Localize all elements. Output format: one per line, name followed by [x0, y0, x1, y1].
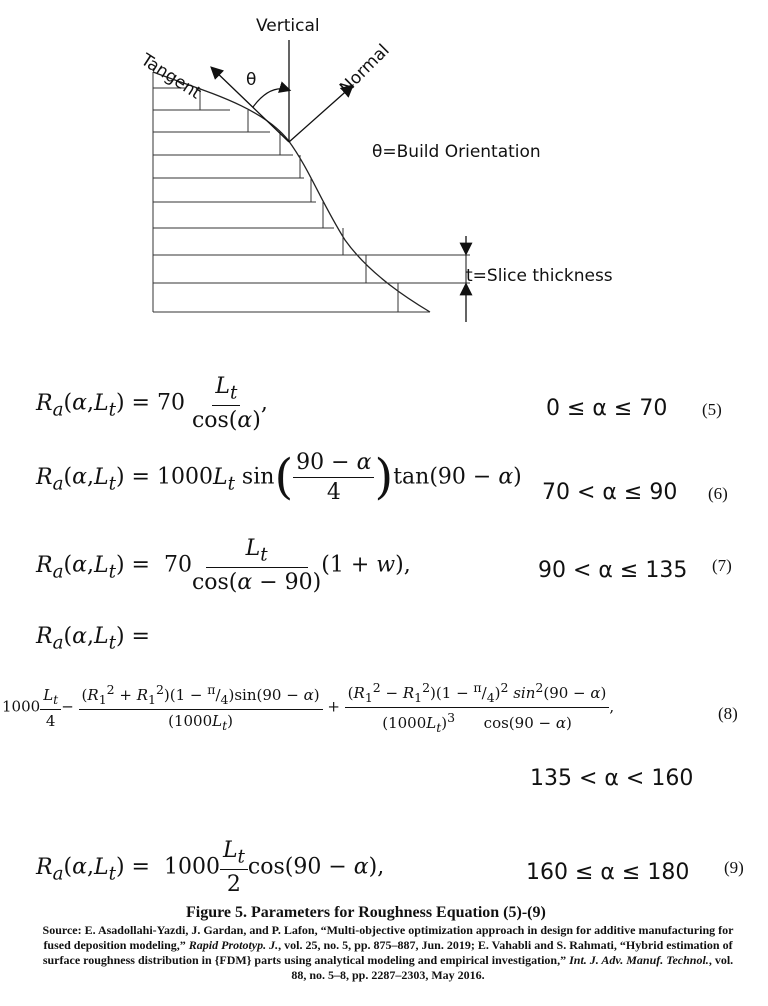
- journal-1: Rapid Prototyp. J.: [188, 938, 279, 952]
- journal-2: Int. J. Adv. Manuf. Technol.: [569, 953, 709, 967]
- equation-8-lhs: $R_a(\alpha,L_t)$ =: [36, 624, 150, 654]
- equation-7-number: (7): [712, 556, 732, 575]
- equation-8: 1000 $\frac{L_t}{4}$ − $\frac{(R_1^2 + R_1^2)(1 - ^\pi/_4)\sin(90 - \alpha)}{(1000L_t)}$ + $\frac{(R_1^2 - R_1^2)(1 - ^\pi/_4)^2 \sin^2(90 - \alpha)}{(1000L_t)^3 \cos(90 - \alpha)}$ ,: [2, 680, 615, 735]
- layer-stack: [153, 72, 470, 312]
- theta-label: θ: [246, 70, 257, 90]
- equation-5: $R_a(\alpha,L_t) = 70$ $\frac{L_t}{\cos(\alpha)}$ ,: [36, 374, 268, 434]
- equation-6-number: (6): [708, 484, 728, 503]
- equation-9-number: (9): [724, 858, 744, 877]
- normal-arrow: [289, 86, 352, 142]
- build-orientation-label: θ=Build Orientation: [372, 142, 541, 162]
- equation-8-condition: 135 < α < 160: [530, 766, 694, 791]
- theta-arc: [253, 89, 289, 107]
- vertical-label: Vertical: [256, 16, 320, 36]
- slice-thickness-label: t=Slice thickness: [466, 266, 613, 286]
- equation-6-condition: 70 < α ≤ 90: [542, 480, 678, 505]
- figure-caption: Figure 5. Parameters for Roughness Equation (5)-(9): [186, 904, 546, 921]
- equation-9-condition: 160 ≤ α ≤ 180: [526, 860, 690, 885]
- source-part-1: E. Asadollahi-Yazdi, J. Gardan, and P. Lafon, “Multi-objective optimization approach in design for additive manufacturing for fused deposition modeling,”: [43, 923, 734, 952]
- source-part-2: , vol. 25, no. 5, pp. 875–887, Jun. 2019; E. Vahabli and S. Rahmati, “Hybrid estimation of surface roughness distribution in {FDM} parts using analytical modeling and empirical investigation,”: [42, 938, 733, 967]
- equation-5-number: (5): [702, 400, 722, 419]
- equation-9: $R_a(\alpha,L_t) = 1000$ $\frac{L_t}{2}$ cos(90 − α),: [36, 838, 385, 898]
- equation-6: $R_a(\alpha,L_t) = 1000L_t$ sin( $\frac{90 - \alpha}{4}$ )tan(90 − α): [36, 448, 522, 505]
- equation-8-number: (8): [718, 704, 738, 723]
- source-citation: [38, 923, 738, 983]
- normal-label: Normal: [336, 40, 394, 99]
- equation-5-condition: 0 ≤ α ≤ 70: [546, 396, 668, 421]
- tangent-label: Tangent: [137, 50, 205, 104]
- equation-7-condition: 90 < α ≤ 135: [538, 558, 688, 583]
- source-part-3: , vol. 88, no. 5–8, pp. 2287–2303, May 2016.: [291, 953, 734, 982]
- source-label: Source:: [42, 923, 82, 937]
- equation-7: $R_a(\alpha,L_t) = 70$ $\frac{L_t}{\cos(\alpha - 90)}$ (1 + w),: [36, 536, 411, 596]
